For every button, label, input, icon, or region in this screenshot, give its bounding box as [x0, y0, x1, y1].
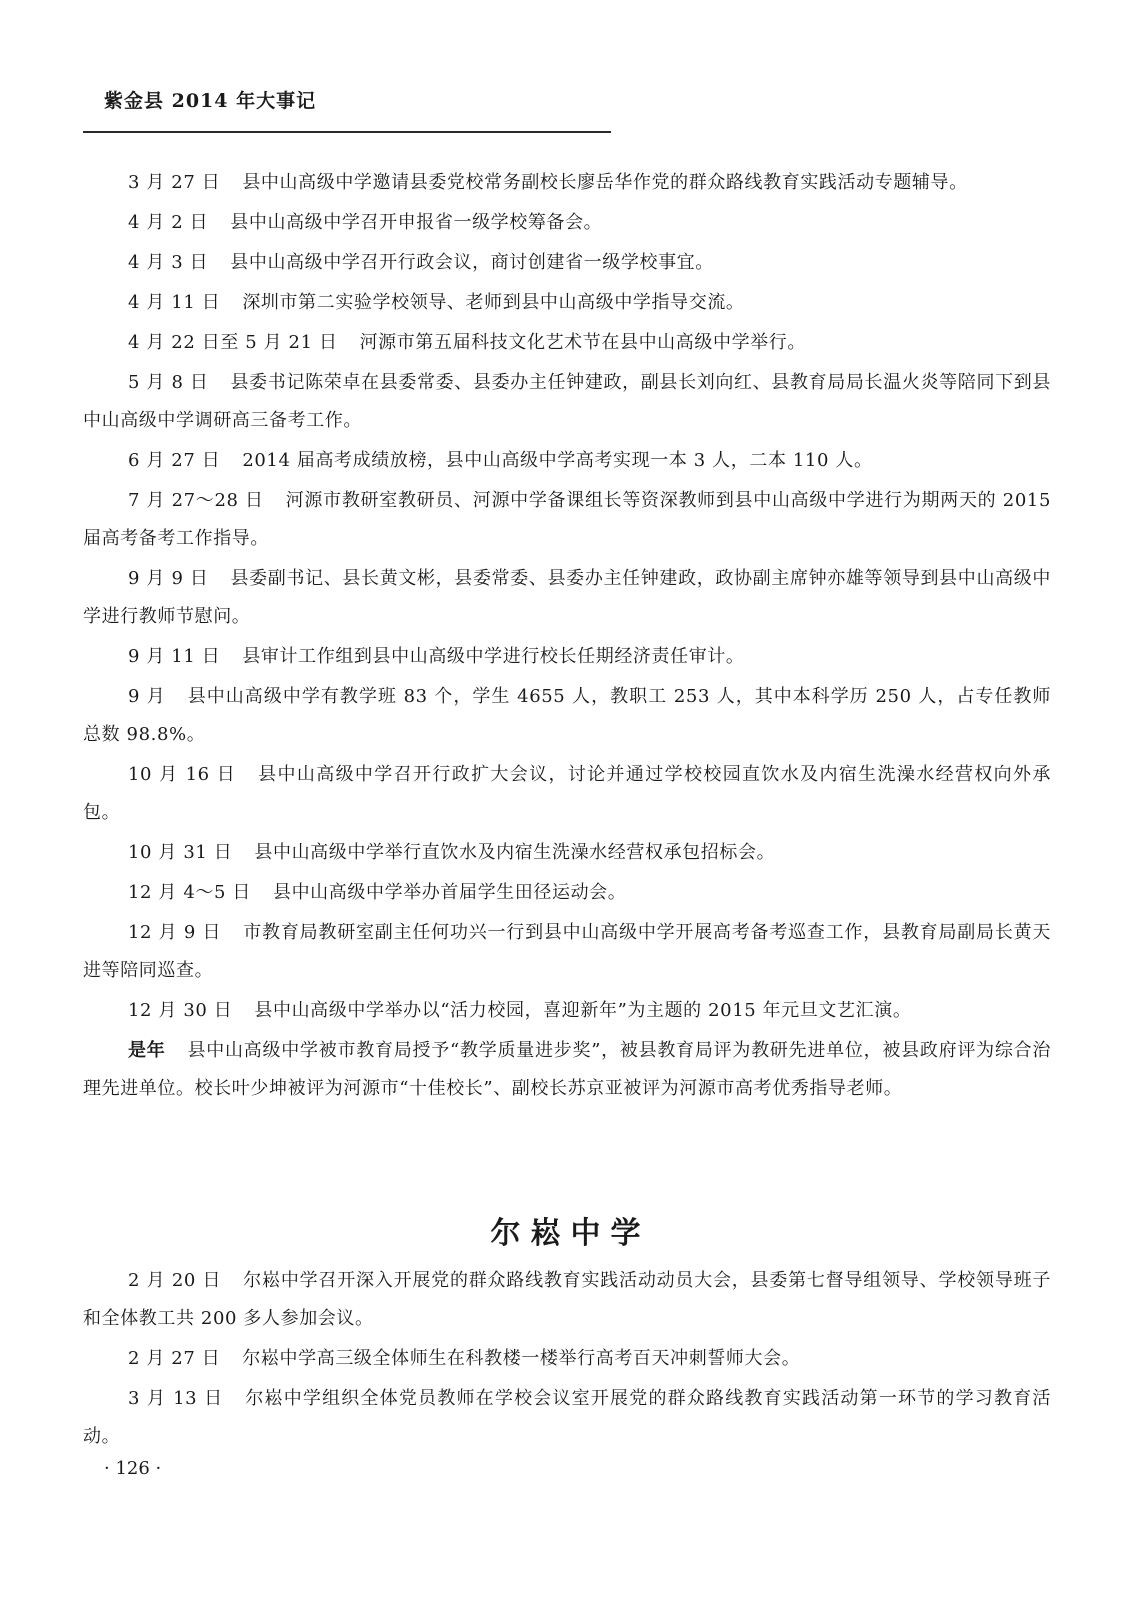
entry-date: 2 月 27 日 [128, 1348, 221, 1369]
entry-date: 6 月 27 日 [128, 450, 221, 471]
entry-date: 4 月 11 日 [128, 292, 221, 313]
entries-zhongshan [83, 164, 1051, 1110]
chronicle-entry [83, 992, 1051, 1030]
entry-date: 3 月 27 日 [128, 172, 221, 193]
entry-date: 10 月 16 日 [128, 764, 237, 785]
chronicle-entry [83, 164, 1051, 202]
chronicle-entry [83, 638, 1051, 676]
entry-date: 12 月 9 日 [128, 922, 222, 943]
entry-date: 9 月 9 日 [128, 568, 209, 589]
entry-text: 县中山高级中学有教学班 83 个，学生 4655 人，教职工 253 人，其中本科学历 250 人，占专任教师总数 98.8%。 [83, 686, 1051, 745]
entry-date: 12 月 4～5 日 [128, 882, 251, 903]
chronicle-entry [83, 560, 1051, 636]
chronicle-entry [83, 442, 1051, 480]
entry-date: 4 月 3 日 [128, 252, 209, 273]
entry-text: 市教育局教研室副主任何功兴一行到县中山高级中学开展高考备考巡查工作，县教育局副局长黄天进等陪同巡查。 [83, 922, 1051, 981]
entry-date: 2 月 20 日 [128, 1270, 222, 1291]
entry-text: 县中山高级中学召开申报省一级学校筹备会。 [230, 212, 603, 233]
entries-ersong [83, 1262, 1051, 1458]
header-rule [83, 131, 611, 133]
chronicle-entry [83, 678, 1051, 754]
page-number: · 126 · [104, 1458, 162, 1479]
entry-date: 9 月 11 日 [128, 646, 221, 667]
entry-text: 县委副书记、县长黄文彬，县委常委、县委办主任钟建政，政协副主席钟亦雄等领导到县中山高级中学进行教师节慰问。 [83, 568, 1051, 627]
chronicle-entry [83, 284, 1051, 322]
entry-text: 县中山高级中学召开行政会议，商讨创建省一级学校事宜。 [230, 252, 714, 273]
entry-text: 县中山高级中学邀请县委党校常务副校长廖岳华作党的群众路线教育实践活动专题辅导。 [242, 172, 968, 193]
chronicle-entry [83, 914, 1051, 990]
chronicle-entry [83, 834, 1051, 872]
entry-date: 4 月 2 日 [128, 212, 209, 233]
entry-text: 县委书记陈荣卓在县委常委、县委办主任钟建政，副县长刘向红、县教育局局长温火炎等陪同下到县中山高级中学调研高三备考工作。 [83, 372, 1051, 431]
chronicle-entry [83, 756, 1051, 832]
entry-date: 是年 [128, 1040, 166, 1061]
entry-text: 河源市第五届科技文化艺术节在县中山高级中学举行。 [359, 332, 806, 353]
entry-text: 县中山高级中学举行直饮水及内宿生洗澡水经营权承包招标会。 [254, 842, 776, 863]
entry-text: 县中山高级中学举办以“活力校园，喜迎新年”为主题的 2015 年元旦文艺汇演。 [254, 1000, 912, 1021]
entry-date: 7 月 27～28 日 [128, 490, 264, 511]
entry-text: 尔崧中学高三级全体师生在科教楼一楼举行高考百天冲刺誓师大会。 [242, 1348, 801, 1369]
running-title: 紫金县 2014 年大事记 [104, 90, 317, 112]
entry-text: 尔崧中学召开深入开展党的群众路线教育实践活动动员大会，县委第七督导组领导、学校领导班子和全体教工共 200 多人参加会议。 [83, 1270, 1051, 1329]
entry-date: 10 月 31 日 [128, 842, 233, 863]
entry-text: 2014 届高考成绩放榜，县中山高级中学高考实现一本 3 人，二本 110 人。 [242, 450, 873, 471]
chronicle-entry [83, 244, 1051, 282]
entry-date: 9 月 [128, 686, 166, 707]
entry-date: 5 月 8 日 [128, 372, 209, 393]
chronicle-entry [83, 1340, 1051, 1378]
chronicle-entry [83, 1380, 1051, 1456]
chronicle-entry [83, 364, 1051, 440]
chronicle-entry [83, 204, 1051, 242]
entry-text: 县中山高级中学举办首届学生田径运动会。 [272, 882, 627, 903]
chronicle-entry [83, 1262, 1051, 1338]
entry-text: 县中山高级中学召开行政扩大会议，讨论并通过学校校园直饮水及内宿生洗澡水经营权向外承包。 [83, 764, 1051, 823]
entry-text: 尔崧中学组织全体党员教师在学校会议室开展党的群众路线教育实践活动第一环节的学习教育活动。 [83, 1388, 1051, 1447]
entry-text: 县审计工作组到县中山高级中学进行校长任期经济责任审计。 [242, 646, 745, 667]
chronicle-entry [83, 324, 1051, 362]
entry-text: 深圳市第二实验学校领导、老师到县中山高级中学指导交流。 [242, 292, 745, 313]
entry-date: 4 月 22 日至 5 月 21 日 [128, 332, 338, 353]
entry-date: 3 月 13 日 [128, 1388, 224, 1409]
section-title: 尔崧中学 [490, 1216, 651, 1251]
entry-text: 县中山高级中学被市教育局授予“教学质量进步奖”，被县教育局评为教研先进单位，被县政府评为综合治理先进单位。校长叶少坤被评为河源市“十佳校长”、副校长苏京亚被评为河源市高考优秀指导老师。 [83, 1040, 1051, 1099]
entry-date: 12 月 30 日 [128, 1000, 233, 1021]
chronicle-entry [83, 1032, 1051, 1108]
chronicle-entry [83, 874, 1051, 912]
entry-text: 河源市教研室教研员、河源中学备课组长等资深教师到县中山高级中学进行为期两天的 2015 届高考备考工作指导。 [83, 490, 1051, 549]
chronicle-entry [83, 482, 1051, 558]
